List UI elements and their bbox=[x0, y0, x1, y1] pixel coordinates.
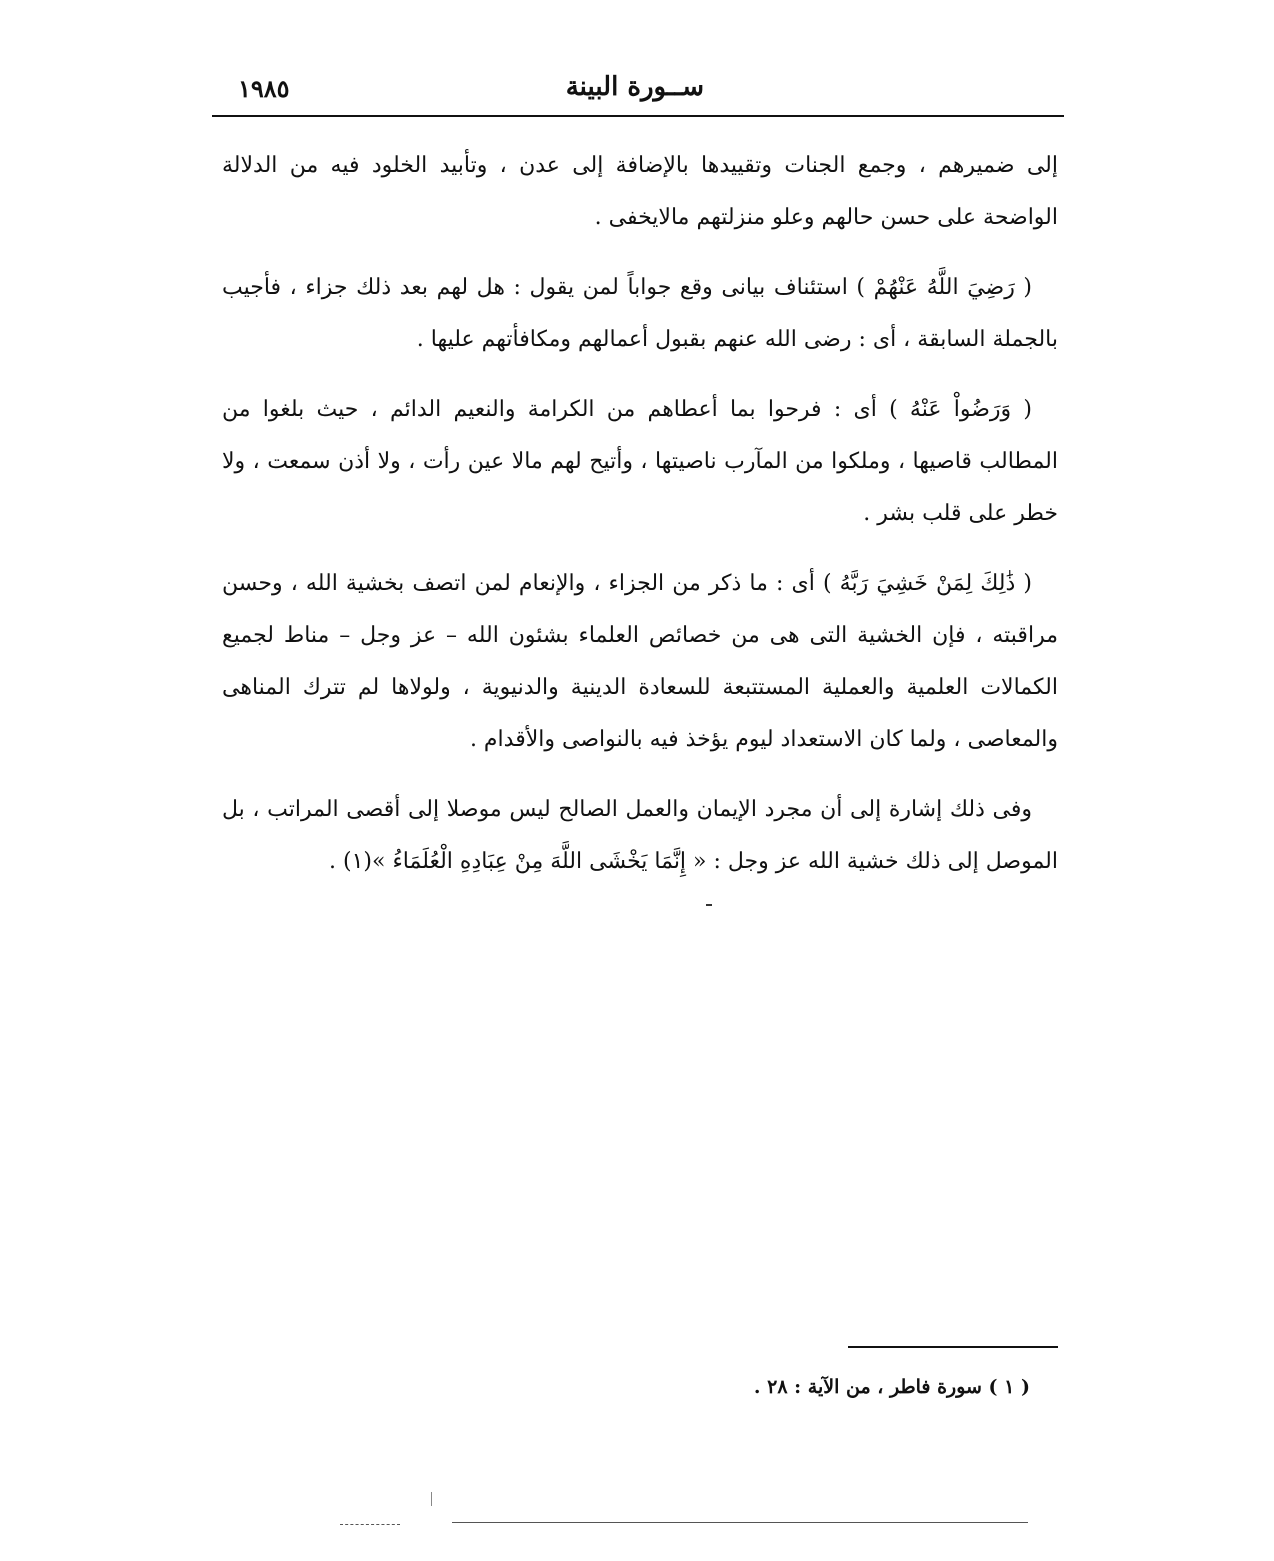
scan-edge-line-left bbox=[340, 1524, 400, 1526]
paragraph-1: إلى ضميرهم ، وجمع الجنات وتقييدها بالإضافة إلى عدن ، وتأبيد الخلود فيه من الدلالة الواضحة على حسن حالهم وعلو منزلتهم مالايخفى . bbox=[222, 153, 1058, 230]
paragraph-3: ( وَرَضُواْ عَنْهُ ) أى : فرحوا بما أعطاهم من الكرامة والنعيم الدائم ، حيث بلغوا من المطالب قاصيها ، وملكوا من المآرب ناصيتها ، وأتيح لهم مالا عين رأت ، ولا أذن سمعت ، ولا خطر على قلب بشر . bbox=[222, 397, 1058, 526]
footnote: ( ١ ) سورة فاطر ، من الآية : ٢٨ . bbox=[753, 1376, 1030, 1398]
paragraph-4: ( ذَٰلِكَ لِمَنْ خَشِيَ رَبَّهُ ) أى : ما ذكر من الجزاء ، والإنعام لمن اتصف بخشية الله ، وحسن مراقبته ، فإن الخشية التى هى من خصائص العلماء بشئون الله – عز وجل – مناط لجميع الكمالات العلمية والعملية المستتبعة للسعادة الدينية والدنيوية ، ولولاها لم تترك المناهى والمعاصى ، ولما كان الاستعداد ليوم يؤخذ فيه بالنواصى والأقدام . bbox=[222, 571, 1058, 752]
footnote-rule bbox=[848, 1346, 1058, 1348]
page-header bbox=[212, 70, 1064, 110]
scan-edge-line-right bbox=[452, 1522, 1028, 1523]
header-rule bbox=[212, 115, 1064, 117]
small-dash-mark bbox=[706, 904, 712, 906]
paragraph-2: ( رَضِيَ اللَّهُ عَنْهُمْ ) استئناف بيانى وقع جواباً لمن يقول : هل لهم بعد ذلك جزاء ، فأجيب بالجملة السابقة ، أى : رضى الله عنهم بقبول أعمالهم ومكافأتهم عليها . bbox=[222, 275, 1058, 352]
body-text bbox=[222, 140, 1058, 906]
paragraph-5: وفى ذلك إشارة إلى أن مجرد الإيمان والعمل الصالح ليس موصلا إلى أقصى المراتب ، بل الموصل إلى ذلك خشية الله عز وجل : « إِنَّمَا يَخْشَى اللَّهَ مِنْ عِبَادِهِ الْعُلَمَاءُ »(١) . bbox=[222, 797, 1058, 874]
scan-tick-mark bbox=[431, 1492, 432, 1506]
page-number: ١٩٨٥ bbox=[238, 74, 290, 103]
running-title: ســورة البينة bbox=[565, 72, 704, 102]
